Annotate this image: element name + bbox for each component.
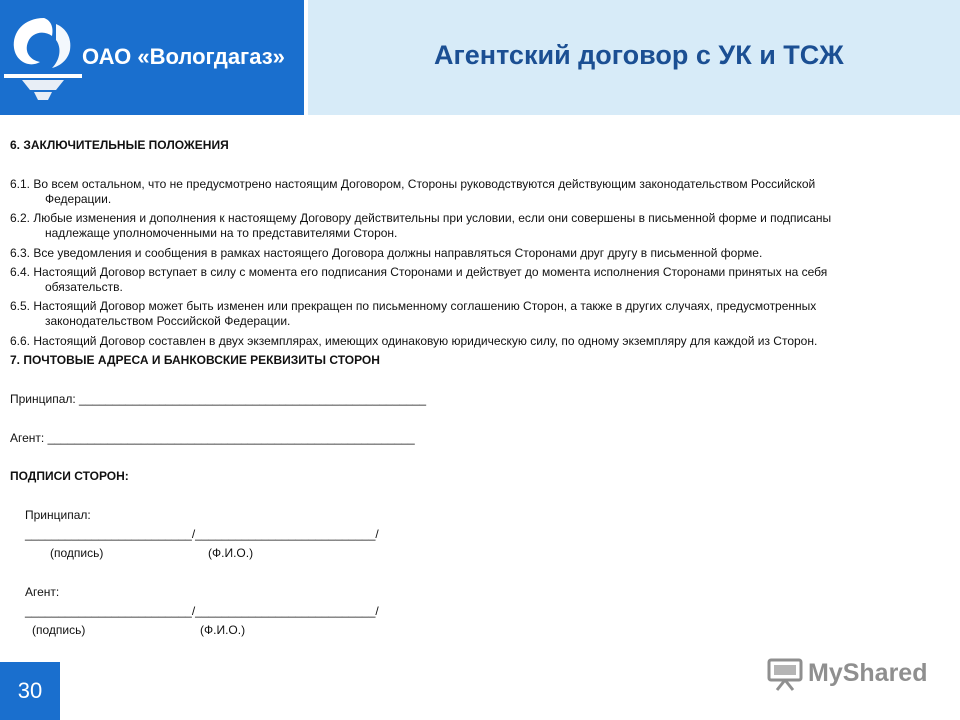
clause-6-4: 6.4. Настоящий Договор вступает в силу с момента его подписания Сторонами и действует до момента исполнения Сторонами принятых на себя обязательств. [10, 265, 828, 294]
clause-6-3: 6.3. Все уведомления и сообщения в рамках настоящего Договора должны направляться Сторонами друг другу в письменной форме. [10, 246, 763, 260]
principal-signature-caption: (подпись) [50, 546, 104, 560]
agent-name-caption: (Ф.И.О.) [200, 623, 246, 637]
slide-header [0, 0, 960, 115]
clause-6-6: 6.6. Настоящий Договор составлен в двух экземплярах, имеющих одинаковую юридическую силу, по одному экземпляру для каждой из Сторон. [10, 334, 818, 348]
logo-block [0, 0, 304, 115]
presentation-board-icon [766, 656, 804, 692]
section-6-heading: 6. ЗАКЛЮЧИТЕЛЬНЫЕ ПОЛОЖЕНИЯ [10, 138, 229, 152]
section-7-heading: 7. ПОЧТОВЫЕ АДРЕСА И БАНКОВСКИЕ РЕКВИЗИТЫ СТОРОН [10, 353, 380, 367]
clause-6-5: 6.5. Настоящий Договор может быть изменен или прекращен по письменному соглашению Сторон, а также в других случаях, предусмотренных законодательством Российской Федерации. [10, 299, 817, 328]
clause-6-1: 6.1. Во всем остальном, что не предусмотрено настоящим Договором, Стороны руководствуются действующим законодательством Российской Федерации. [10, 177, 816, 206]
signatures-heading: ПОДПИСИ СТОРОН: [10, 469, 129, 483]
principal-name-caption: (Ф.И.О.) [208, 546, 254, 560]
agent-signature-caption: (подпись) [32, 623, 86, 637]
company-name: ОАО «Вологдагаз» [82, 44, 285, 69]
agent-signature-label: Агент: [25, 585, 60, 599]
principal-requisites-line: Принципал: ____________________________________________________ [10, 392, 427, 406]
agent-requisites-line: Агент: _______________________________________________________ [10, 431, 415, 445]
vologdagaz-logo-icon [4, 14, 82, 104]
clause-6-2: 6.2. Любые изменения и дополнения к настоящему Договору действительны при условии, если они совершены в письменной форме и подписаны надлежаще уполномоченными на то представителями Сторон. [10, 211, 832, 240]
myshared-watermark [766, 656, 936, 692]
principal-signature-line: _________________________/___________________________/ [25, 527, 379, 541]
slide-title: Агентский договор с УК и ТСЖ [434, 40, 844, 70]
principal-signature-label: Принципал: [25, 508, 91, 522]
agent-signature-line: _________________________/___________________________/ [25, 604, 379, 618]
watermark-text: MyShared [808, 659, 928, 687]
page-number: 30 [0, 662, 60, 720]
